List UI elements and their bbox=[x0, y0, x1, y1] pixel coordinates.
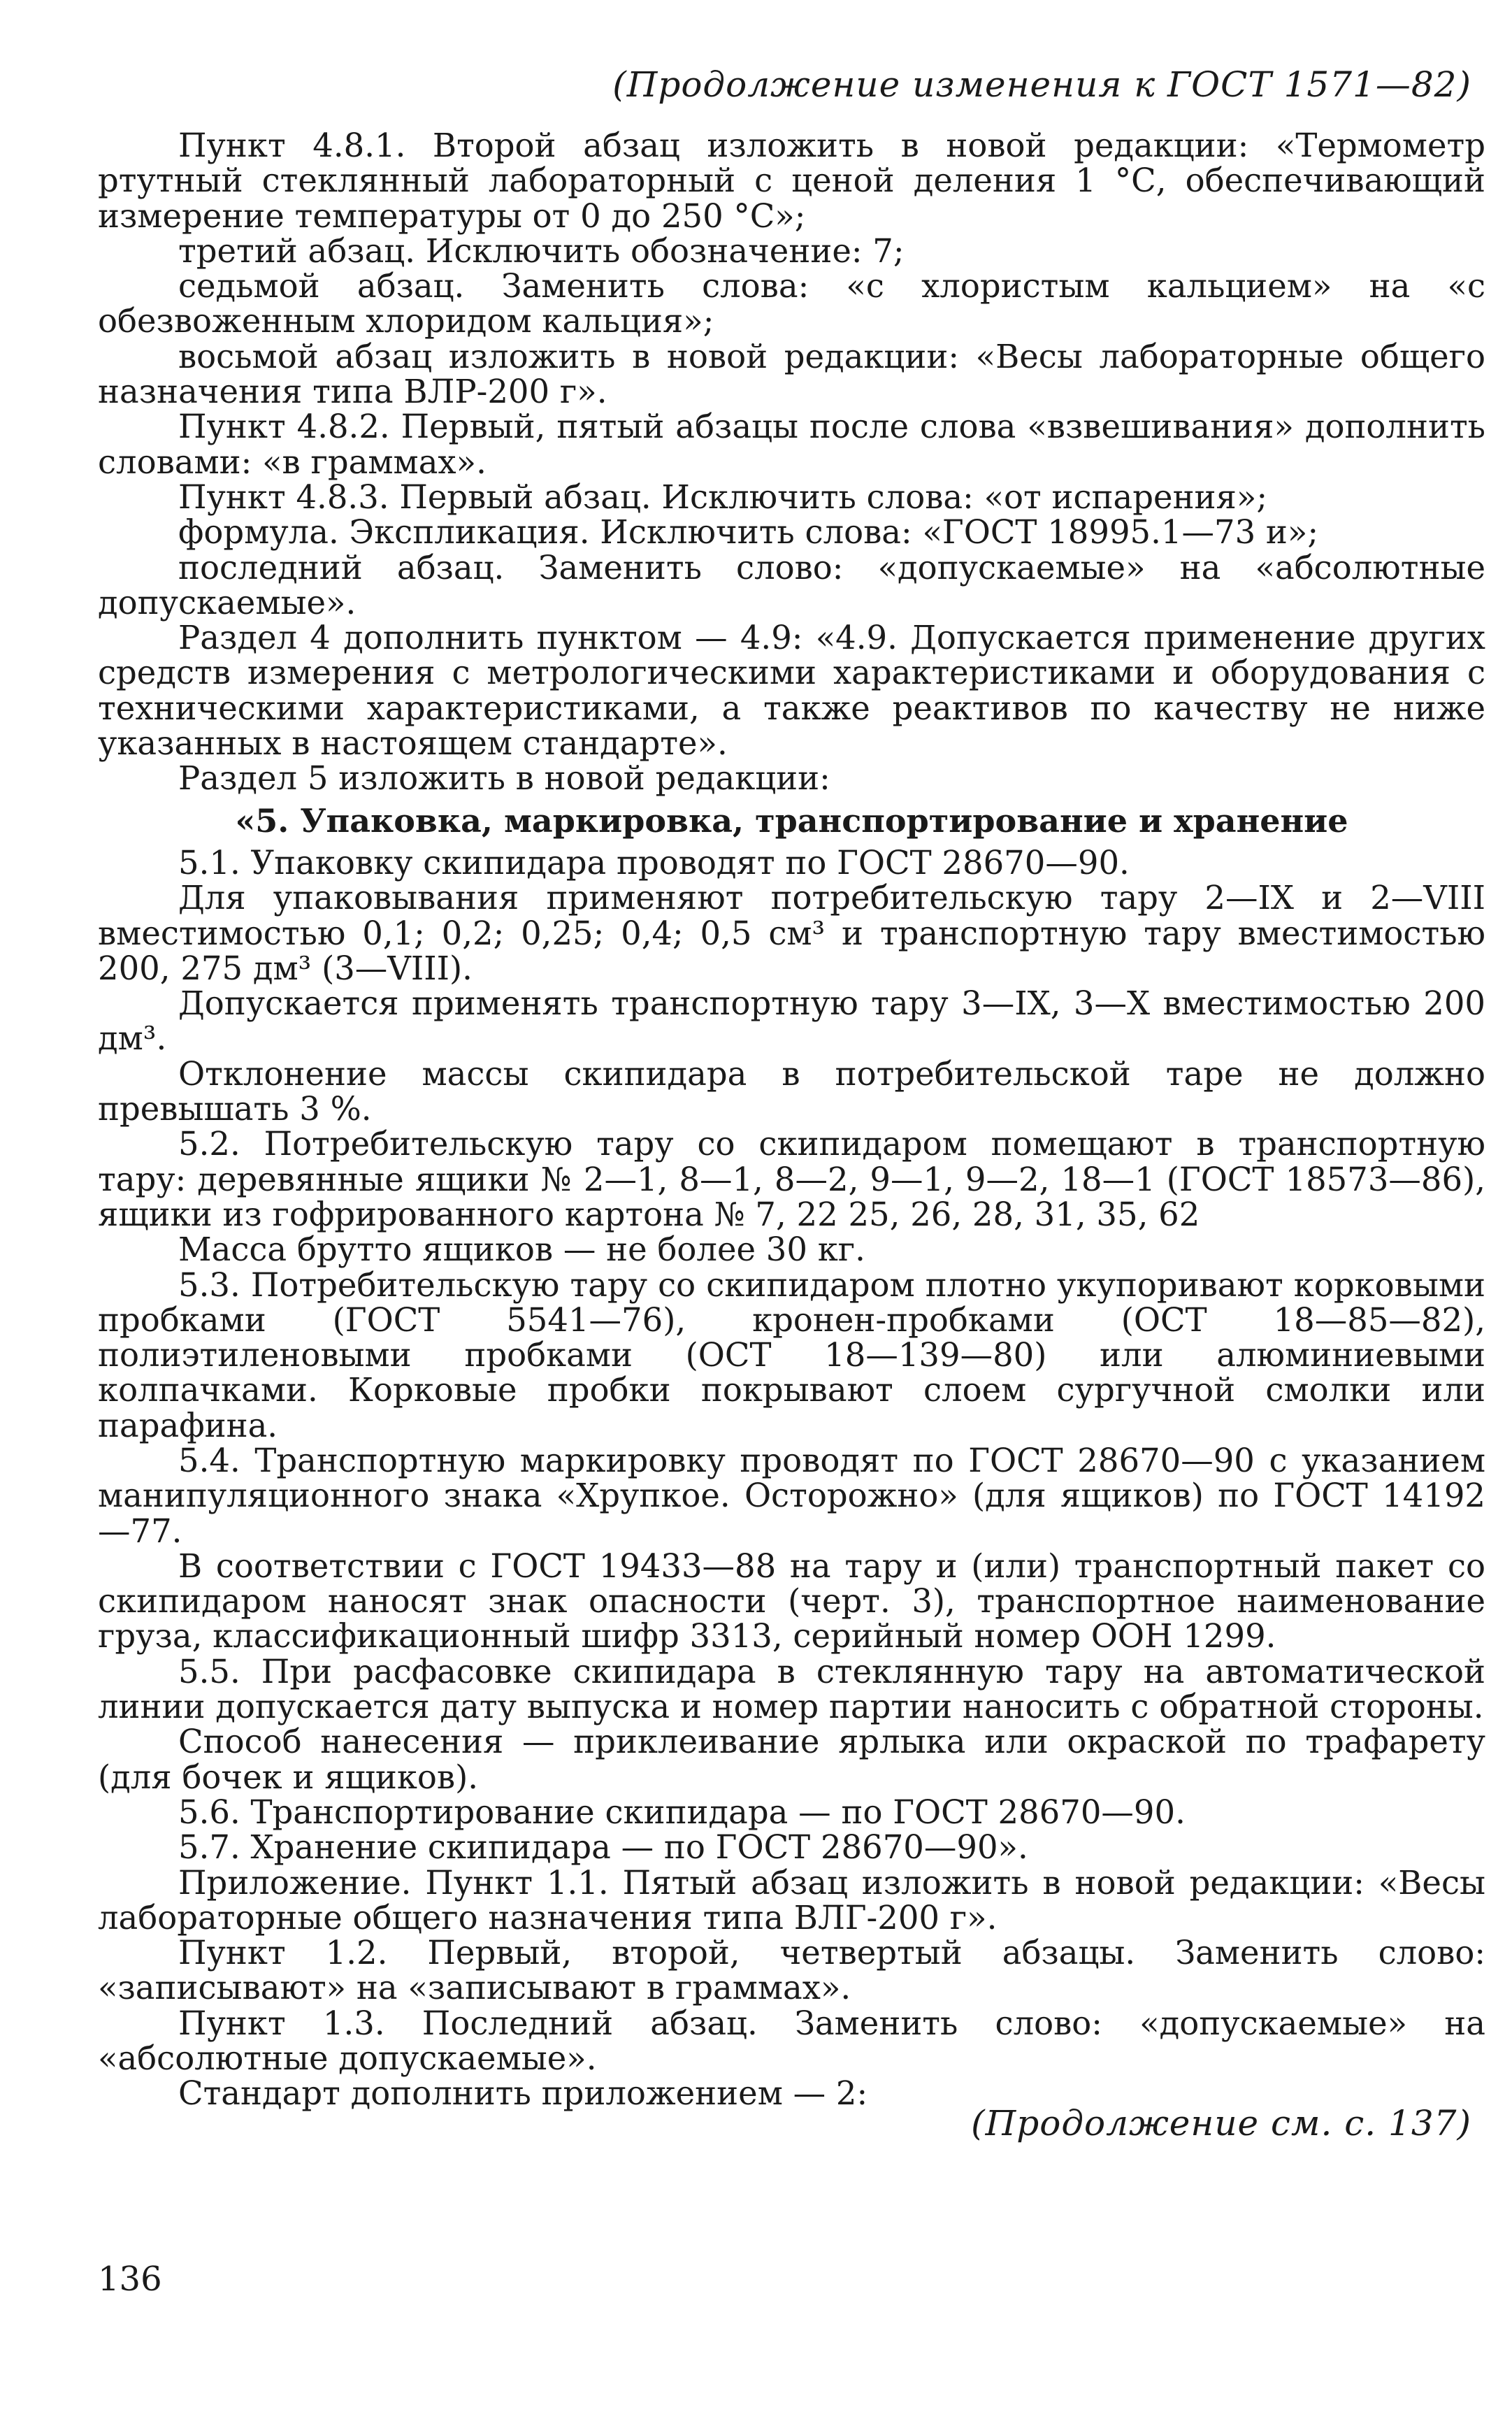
document-body bbox=[98, 128, 1485, 2111]
paragraph-5-6: 5.6. Транспортирование скипидара — по ГОСТ 28670—90. bbox=[178, 1793, 1186, 1831]
section-5-heading: «5. Упаковка, маркировка, транспортирование и хранение bbox=[235, 801, 1348, 840]
paragraph-5-4: 5.4. Транспортную маркировку проводят по ГОСТ 28670—90 с указанием манипуляционного знака «Хрупкое. Осторожно» (для ящиков) по ГОСТ 14192—77. bbox=[98, 1441, 1485, 1550]
paragraph-hazard-sign: В соответствии с ГОСТ 19433—88 на тару и (или) транспортный пакет со скипидаром наносят знак опасности (черт. 3), транспортное наименование груза, классификационный шифр 3313, серийный номер ООН 1299. bbox=[98, 1546, 1485, 1656]
paragraph-last: последний абзац. Заменить слово: «допускаемые» на «абсолютные допускаемые». bbox=[98, 548, 1485, 622]
paragraph-formula: формула. Экспликация. Исключить слова: «ГОСТ 18995.1—73 и»; bbox=[178, 513, 1319, 552]
paragraph-appendix-1-2: Пункт 1.2. Первый, второй, четвертый абзацы. Заменить слово: «записывают» на «записывают в граммах». bbox=[98, 1934, 1485, 2007]
page-number: 136 bbox=[98, 2260, 162, 2299]
paragraph-gross-mass: Масса брутто ящиков — не более 30 кг. bbox=[178, 1230, 865, 1269]
paragraph-appendix-2: Стандарт дополнить приложением — 2: bbox=[178, 2074, 868, 2113]
paragraph-appendix-1-1: Приложение. Пункт 1.1. Пятый абзац изложить в новой редакции: «Весы лабораторные общего назначения типа ВЛГ-200 г». bbox=[98, 1863, 1485, 1937]
paragraph-appendix-1-3: Пункт 1.3. Последний абзац. Заменить слово: «допускаемые» на «абсолютные допускаемые». bbox=[98, 2004, 1485, 2078]
paragraph-packaging: Для упаковывания применяют потребительскую тару 2—IX и 2—VIII вместимостью 0,1; 0,2; 0,25; 0,4; 0,5 см³ и транспортную тару вместимостью 200, 275 дм³ (3—VIII). bbox=[98, 879, 1485, 987]
paragraph-third: третий абзац. Исключить обозначение: 7; bbox=[178, 231, 905, 270]
paragraph-mass-deviation: Отклонение массы скипидара в потребительской таре не должно превышать 3 %. bbox=[98, 1054, 1485, 1128]
paragraph-application-method: Способ нанесения — приклеивание ярлыка или окраской по трафарету (для бочек и ящиков). bbox=[98, 1723, 1485, 1796]
paragraph-seventh: седьмой абзац. Заменить слова: «с хлористым кальцием» на «с обезвоженным хлоридом кальция»; bbox=[98, 267, 1485, 340]
paragraph-4-8-1: Пункт 4.8.1. Второй абзац изложить в новой редакции: «Термометр ртутный стеклянный лабораторный с ценой деления 1 °С, обеспечивающий измерение температуры от 0 до 250 °С»; bbox=[98, 127, 1485, 235]
paragraph-5-7: 5.7. Хранение скипидара — по ГОСТ 28670—90». bbox=[178, 1828, 1028, 1867]
paragraph-5-5: 5.5. При расфасовке скипидара в стеклянную тару на автоматической линии допускается дату выпуска и номер партии наносить с обратной стороны. bbox=[98, 1652, 1485, 1726]
footer-continuation: (Продолжение см. с. 137) bbox=[971, 2103, 1471, 2144]
paragraph-5-1: 5.1. Упаковку скипидара проводят по ГОСТ 28670—90. bbox=[178, 843, 1130, 882]
paragraph-4-8-2: Пункт 4.8.2. Первый, пятый абзацы после слова «взвешивания» дополнить словами: «в граммах». bbox=[98, 408, 1485, 481]
paragraph-eighth: восьмой абзац изложить в новой редакции: «Весы лабораторные общего назначения типа ВЛР-200 г». bbox=[98, 337, 1485, 411]
paragraph-section-5-intro: Раздел 5 изложить в новой редакции: bbox=[178, 759, 830, 798]
paragraph-transport-tare: Допускается применять транспортную тару 3—IX, 3—X вместимостью 200 дм³. bbox=[98, 984, 1485, 1058]
paragraph-4-8-3: Пункт 4.8.3. Первый абзац. Исключить слова: «от испарения»; bbox=[178, 478, 1267, 516]
header-continuation: (Продолжение изменения к ГОСТ 1571—82) bbox=[612, 64, 1471, 105]
paragraph-section-4: Раздел 4 дополнить пунктом — 4.9: «4.9. Допускается применение других средств измерения с метрологическими характеристиками и оборудования с техническими характеристиками, а также реактивов по качеству не ниже указанных в настоящем стандарте». bbox=[98, 619, 1485, 763]
paragraph-5-3: 5.3. Потребительскую тару со скипидаром плотно укупоривают корковыми пробками (ГОСТ 5541—76), кронен-пробками (ОСТ 18—85—82), полиэтиленовыми пробками (ОСТ 18—139—80) или алюминиевыми колпачками. Корковые пробки покрывают слоем сургучной смолки или парафина. bbox=[98, 1265, 1485, 1444]
paragraph-5-2: 5.2. Потребительскую тару со скипидаром помещают в транспортную тару: деревянные ящики № 2—1, 8—1, 8—2, 9—1, 9—2, 18—1 (ГОСТ 18573—86), ящики из гофрированного картона № 7, 22 25, 26, 28, 31, 35, 62 bbox=[98, 1125, 1485, 1233]
